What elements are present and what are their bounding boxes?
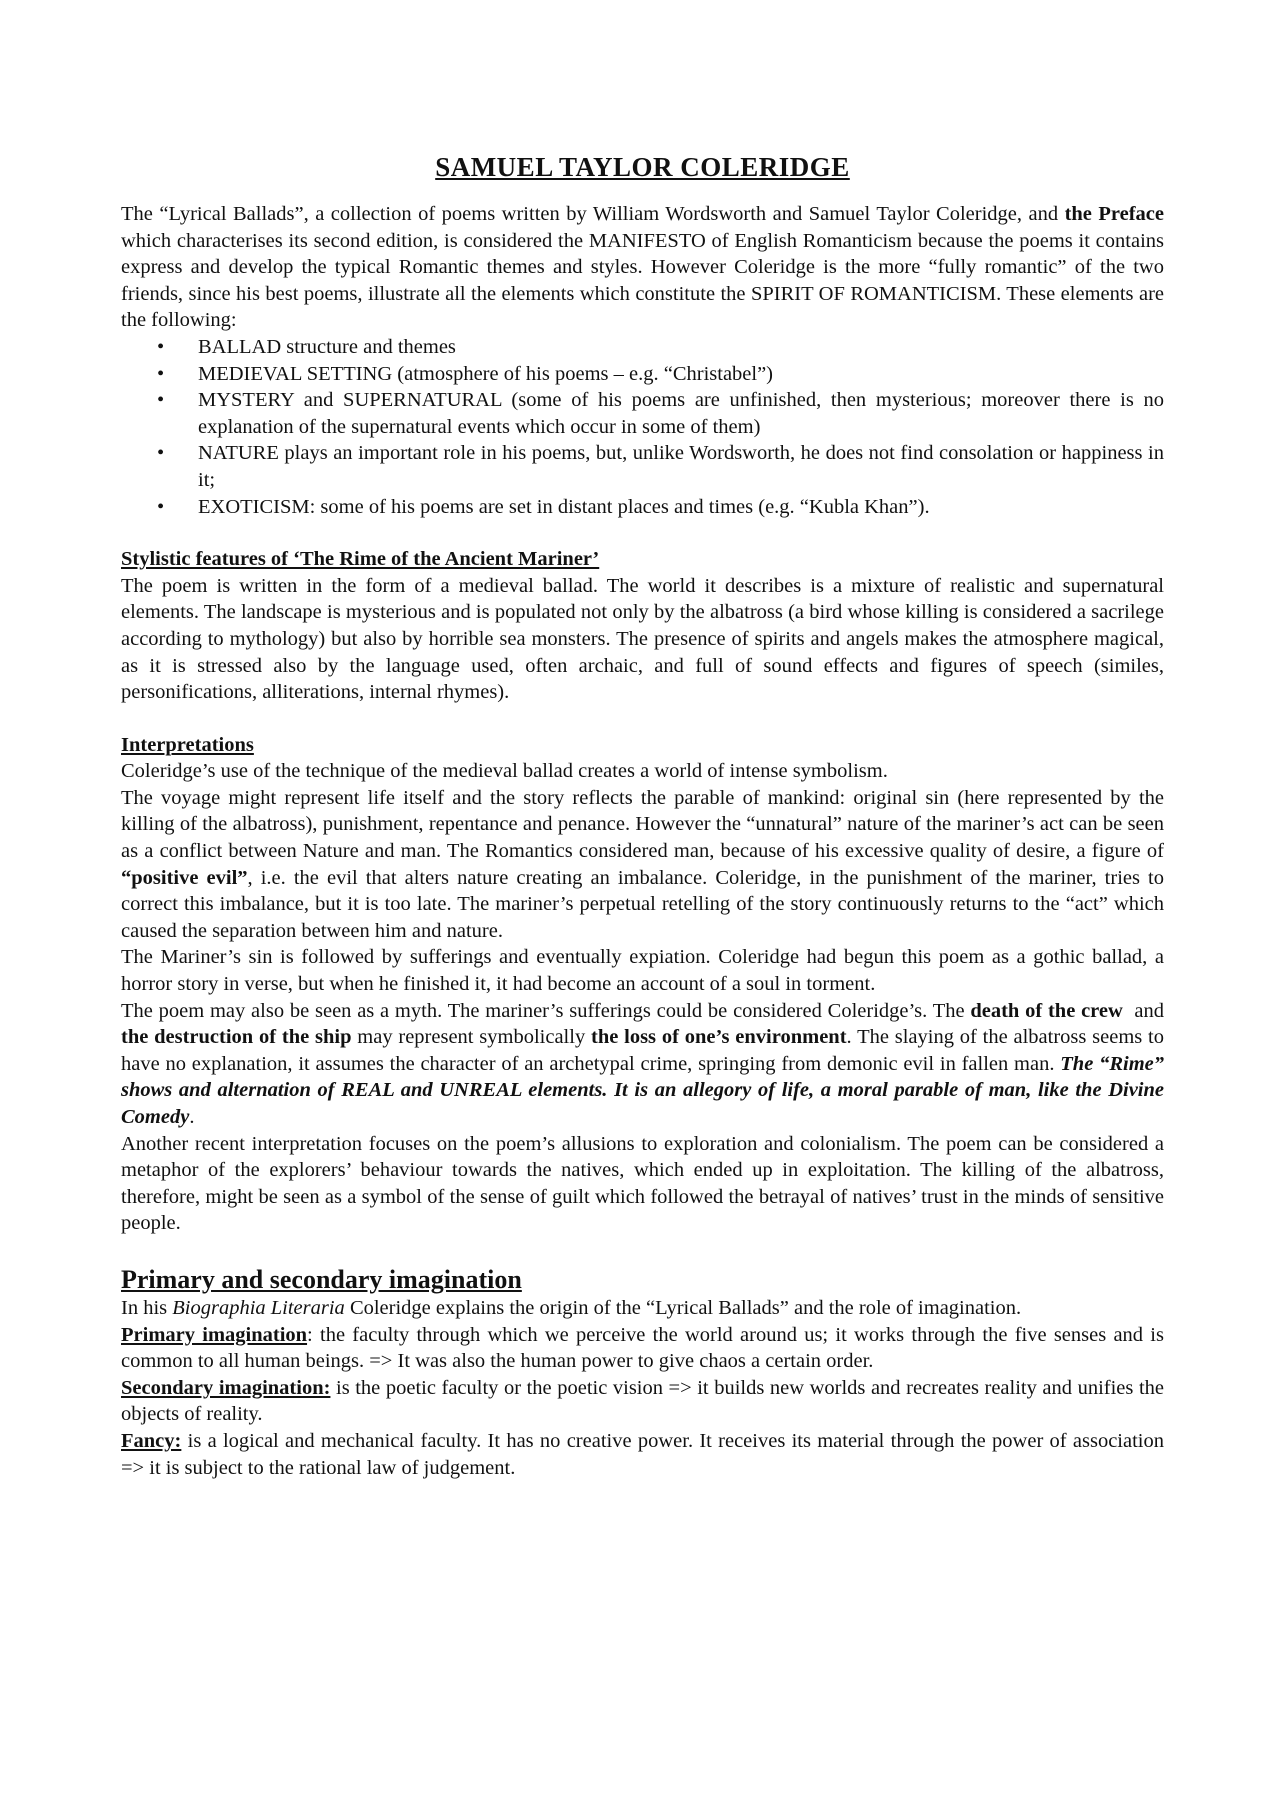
secondary-imagination-def [121,1375,1164,1428]
text-run: . [189,1106,195,1128]
text-run: . The slaying of the albatross seems to have no explanation, it assumes the character of an archetypal crime, springing from demonic evil in fallen man. [121,1026,1164,1075]
page-title: SAMUEL TAYLOR COLERIDGE [435,152,850,182]
document-page [121,150,1170,1481]
text-run: : the faculty through which we perceive the world around us; it works through the five senses and is common to all human beings. => It was also the human power to give chaos a certain order. [121,1323,1164,1373]
interpretations-p2 [121,785,1164,945]
interpretations-heading: Interpretations [121,733,254,756]
list-item: • MYSTERY and SUPERNATURAL (some of his poems are unfinished, then mysterious; moreover there is no explanation of the supernatural events which occur in some of them) [198,387,1164,440]
primary-imagination-def [121,1322,1164,1375]
list-item: • EXOTICISM: some of his poems are set in distant places and times (e.g. “Kubla Khan”). [198,494,1164,521]
fancy-label: Fancy: [121,1429,182,1452]
text-run: is the poetic faculty or the poetic vision => it builds new worlds and recreates reality and unifies the objects of reality. [121,1376,1164,1426]
text-run: In his [121,1296,173,1319]
bold-death-of-crew: death of the crew [970,999,1123,1022]
text-run: and [1122,999,1170,1022]
text-run: Coleridge explains the origin of the “Lyrical Ballads” and the role of imagination. [344,1296,1022,1319]
text-run: may represent symbolically [351,1026,591,1049]
imagination-heading: Primary and secondary imagination [121,1264,522,1294]
interpretations-p5: Another recent interpretation focuses on the poem’s allusions to exploration and colonialism. The poem can be considered a metaphor of the explorers’ behaviour towards the natives, which ended up in exploitation. The killing of the albatross, therefore, might be seen as a symbol of the sense of guilt which followed the betrayal of natives’ trust in the minds of sensitive people. [121,1132,1164,1235]
stylistic-heading: Stylistic features of ‘The Rime of the Ancient Mariner’ [121,548,600,571]
bold-positive-evil: “positive evil” [121,866,248,889]
primary-imagination-label: Primary imagination [121,1323,308,1346]
stylistic-body: The poem is written in the form of a medieval ballad. The world it describes is a mixture of realistic and supernatural elements. The landscape is mysterious and is populated not only by the albatross (a bird whose killing is considered a sacrilege according to mythology) but also by horrible sea monsters. The presence of spirits and angels makes the atmosphere magical, as it is stressed also by the language used, often archaic, and full of sound effects and figures of speech (similes, personifications, alliterations, internal rhymes). [121,574,1164,704]
list-item: • MEDIEVAL SETTING (atmosphere of his poems – e.g. “Christabel”) [198,361,1164,388]
intro-bold-preface: the Preface [1064,203,1164,225]
secondary-imagination-label: Secondary imagination: [121,1376,331,1399]
interpretations-p3: The Mariner’s sin is followed by sufferings and eventually expiation. Coleridge had begun this poem as a gothic ballad, a horror story in verse, but when he finished it, it had become an account of a soul in torment. [121,946,1164,996]
interpretations-p4 [121,998,1170,1131]
spacer [121,520,1164,546]
elements-list [121,334,1164,520]
bold-italic-allegory: The “Rime” shows and alternation of REAL and UNREAL elements. It is an allegory of life, a moral parable of man, like the Divine Comedy [121,1052,1165,1128]
list-item: • BALLAD structure and themes [198,334,1164,361]
bold-destruction-of-ship: the destruction of the ship [121,1026,352,1049]
spacer [121,1237,1164,1265]
interpretations-p1: Coleridge’s use of the technique of the medieval ballad creates a world of intense symbolism. [121,760,888,783]
text-run: The voyage might represent life itself and the story reflects the parable of mankind: original sin (here represented by the killing of the albatross), punishment, repentance and penance. However the “unnatural” nature of the mariner’s act can be seen as a conflict between Nature and man. The Romantics considered man, because of his excessive quality of desire, a figure of [121,786,1164,863]
imagination-intro [121,1295,1164,1322]
italic-biographia-literaria: Biographia Literaria [172,1296,345,1319]
text-run: , i.e. the evil that alters nature creating an imbalance. Coleridge, in the punishment of the mariner, tries to correct this imbalance, but it is too late. The mariner’s perpetual retelling of the story continuously returns to the “act” which caused the separation between him and nature. [121,866,1164,942]
fancy-def [121,1428,1164,1481]
intro-text: The “Lyrical Ballads”, a collection of poems written by William Wordsworth and Samuel Taylor Coleridge, and [121,203,1065,225]
list-item: • NATURE plays an important role in his poems, but, unlike Wordsworth, he does not find consolation or happiness in it; [198,440,1164,493]
intro-paragraph [121,201,1164,334]
text-run: is a logical and mechanical faculty. It has no creative power. It receives its material through the power of association => it is subject to the rational law of judgement. [121,1429,1164,1479]
bold-loss-of-environment: the loss of one’s environment [591,1026,847,1049]
spacer [121,706,1164,732]
intro-text-cont: which characterises its second edition, is considered the MANIFESTO of English Romanticism because the poems it contains express and develop the typical Romantic themes and styles. However Coleridge is the more “fully romantic” of the two friends, since his best poems, illustrate all the elements which constitute the SPIRIT OF ROMANTICISM. These elements are the following: [121,229,1164,332]
text-run: The poem may also be seen as a myth. The mariner’s sufferings could be considered Coleridge’s. The [121,999,971,1022]
